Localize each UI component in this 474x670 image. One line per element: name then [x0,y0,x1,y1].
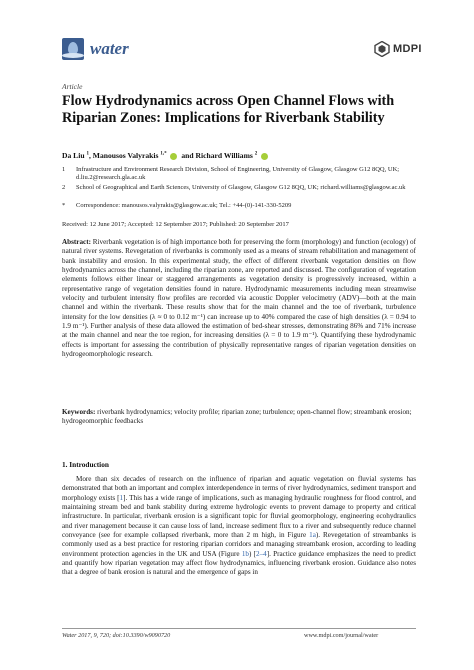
affiliation-number: 1 [62,166,66,173]
orcid-icon[interactable] [170,153,177,160]
author-name: Manousos Valyrakis [92,151,159,160]
keywords-text: riverbank hydrodynamics; velocity profile; riparian zone; turbulence; open-channel flow; streambank erosion; hydrogeomorphic feedbacks [62,408,412,426]
keywords-label: Keywords: [62,408,96,416]
affiliation-number: * [62,202,66,209]
author-name: Richard Williams [195,151,253,160]
abstract-text: Riverbank vegetation is of high importance both for preserving the form (morphology) and function (ecology) of natural river systems. Revegetation of riverbanks is commonly used as a means of stream rehabilitation and management of bank instability and erosion. In this experimental study, the effect of different riverbank vegetation densities on flow hydrodynamics across the channel, including the riparian zone, are reported and discussed. The configuration of vegetation elements follows either linear or staggered arrangements as vegetation density is progressively increased, within a representative range of vegetation densities found in nature. Hydrodynamic measurements including mean streamwise velocity and turbulent intensity flow profiles are recorded via acoustic Doppler velocimetry (ADV)—both at the main channel and within the riverbank. These results show that for the main channel and the toe of riverbank, turbulence intensity for the low densities (λ ≈ 0 to 0.12 m⁻¹) can increase up to 40% compared the case of high densities (λ = 0.94 to 1.9 m⁻¹). Further analysis of these data allowed the estimation of bed-shear stresses, demonstrating 86% and 71% increase at the main channel and near the toe region, for increasing densities (λ = 0 to 1.9 m⁻¹). Quantifying these hydrodynamic effects is important for assessing the contribution of physically representative ranges of riparian vegetation densities on hydrogeomorphologic research. [62,238,416,359]
author-affil-mark: 1,* [160,151,167,157]
mdpi-logo-icon [374,41,390,57]
affiliation-text: School of Geographical and Earth Sciences, University of Glasgow, Glasgow G12 8QQ, UK; richard.williams@glasgow.ac.uk [76,184,406,191]
publication-dates: Received: 12 June 2017; Accepted: 12 September 2017; Published: 20 September 2017 [62,221,289,228]
publisher-name: MDPI [393,43,422,55]
publisher-logo[interactable] [374,41,422,57]
affiliation-text: Correspondence: manousos.valyrakis@glasgow.ac.uk; Tel.: +44-(0)-141-330-5209 [76,202,292,209]
orcid-icon[interactable] [261,153,268,160]
journal-name: water [90,39,129,58]
author-affil-mark: 2 [254,151,258,157]
section-heading: 1. Introduction [62,460,109,469]
footer-divider [62,628,416,629]
abstract-label: Abstract: [62,238,91,246]
footer-journal-url[interactable]: www.mdpi.com/journal/water [304,632,379,639]
author-affil-mark: 1 [86,151,89,157]
author-conjunction: and [181,151,194,160]
reference-link[interactable]: 1 [119,493,124,502]
figure-link[interactable]: 1a [309,531,316,540]
article-title: Flow Hydrodynamics across Open Channel Flows with Riparian Zones: Implications for Riverbank Stability [62,93,395,126]
introduction-paragraph: More than six decades of research on the influence of riparian and aquatic vegetation on fluvial systems has demonstrated that both an important and complex interdependence in terms of river hydrodynamics, sediment transport and morphology exists [1]. This has a wide range of implications, such as managing hydraulic roughness for flood control, and maintaining stream bed and bank stability during extreme hydrologic events to prevent damage to property and critical infrastructure. In particular, riverbank erosion is a significant topic for fluvial geomorphology, engineering ecohydraulics and river management because it can cause loss of land, increase sediment flux to a river and subsequently reduce channel conveyance (see for example collapsed riverbank, more than 2 m high, in Figure 1a). Revegetation of streambanks is commonly used as a best practice for restoring riparian corridors and managing streambank erosion, according to leading environment protection agencies in the UK and USA (Figure 1b) [2–4]. Practice guidance emphasizes the need to predict and quantify how riparian vegetation may affect flow hydrodynamics, influencing riverbank erosion. Guidance also notes that a degree of bank erosion is natural and the emergence of gaps in [62,475,417,577]
affiliation-number: 2 [62,184,66,191]
figure-link[interactable]: 1b [241,549,249,558]
affiliation-text: Infrastructure and Environment Research Division, School of Engineering, University of Glasgow, Glasgow G12 8QQ, UK; d.liu.2@research.gla.ac.uk [76,166,400,182]
article-type: Article [62,82,83,91]
reference-link[interactable]: 2–4 [256,549,267,558]
author-name: Da Liu [62,151,85,160]
keywords [62,408,416,427]
footer-citation: Water 2017, 9, 720; doi:10.3390/w9090720 [62,632,171,639]
water-drop-icon [62,38,84,60]
author-list: Da Liu $^1$, Manousos Valyrakis $^{1,*}$ and Richard Williams $^2$ [62,151,270,160]
journal-logo[interactable] [62,38,129,60]
abstract [62,238,416,359]
